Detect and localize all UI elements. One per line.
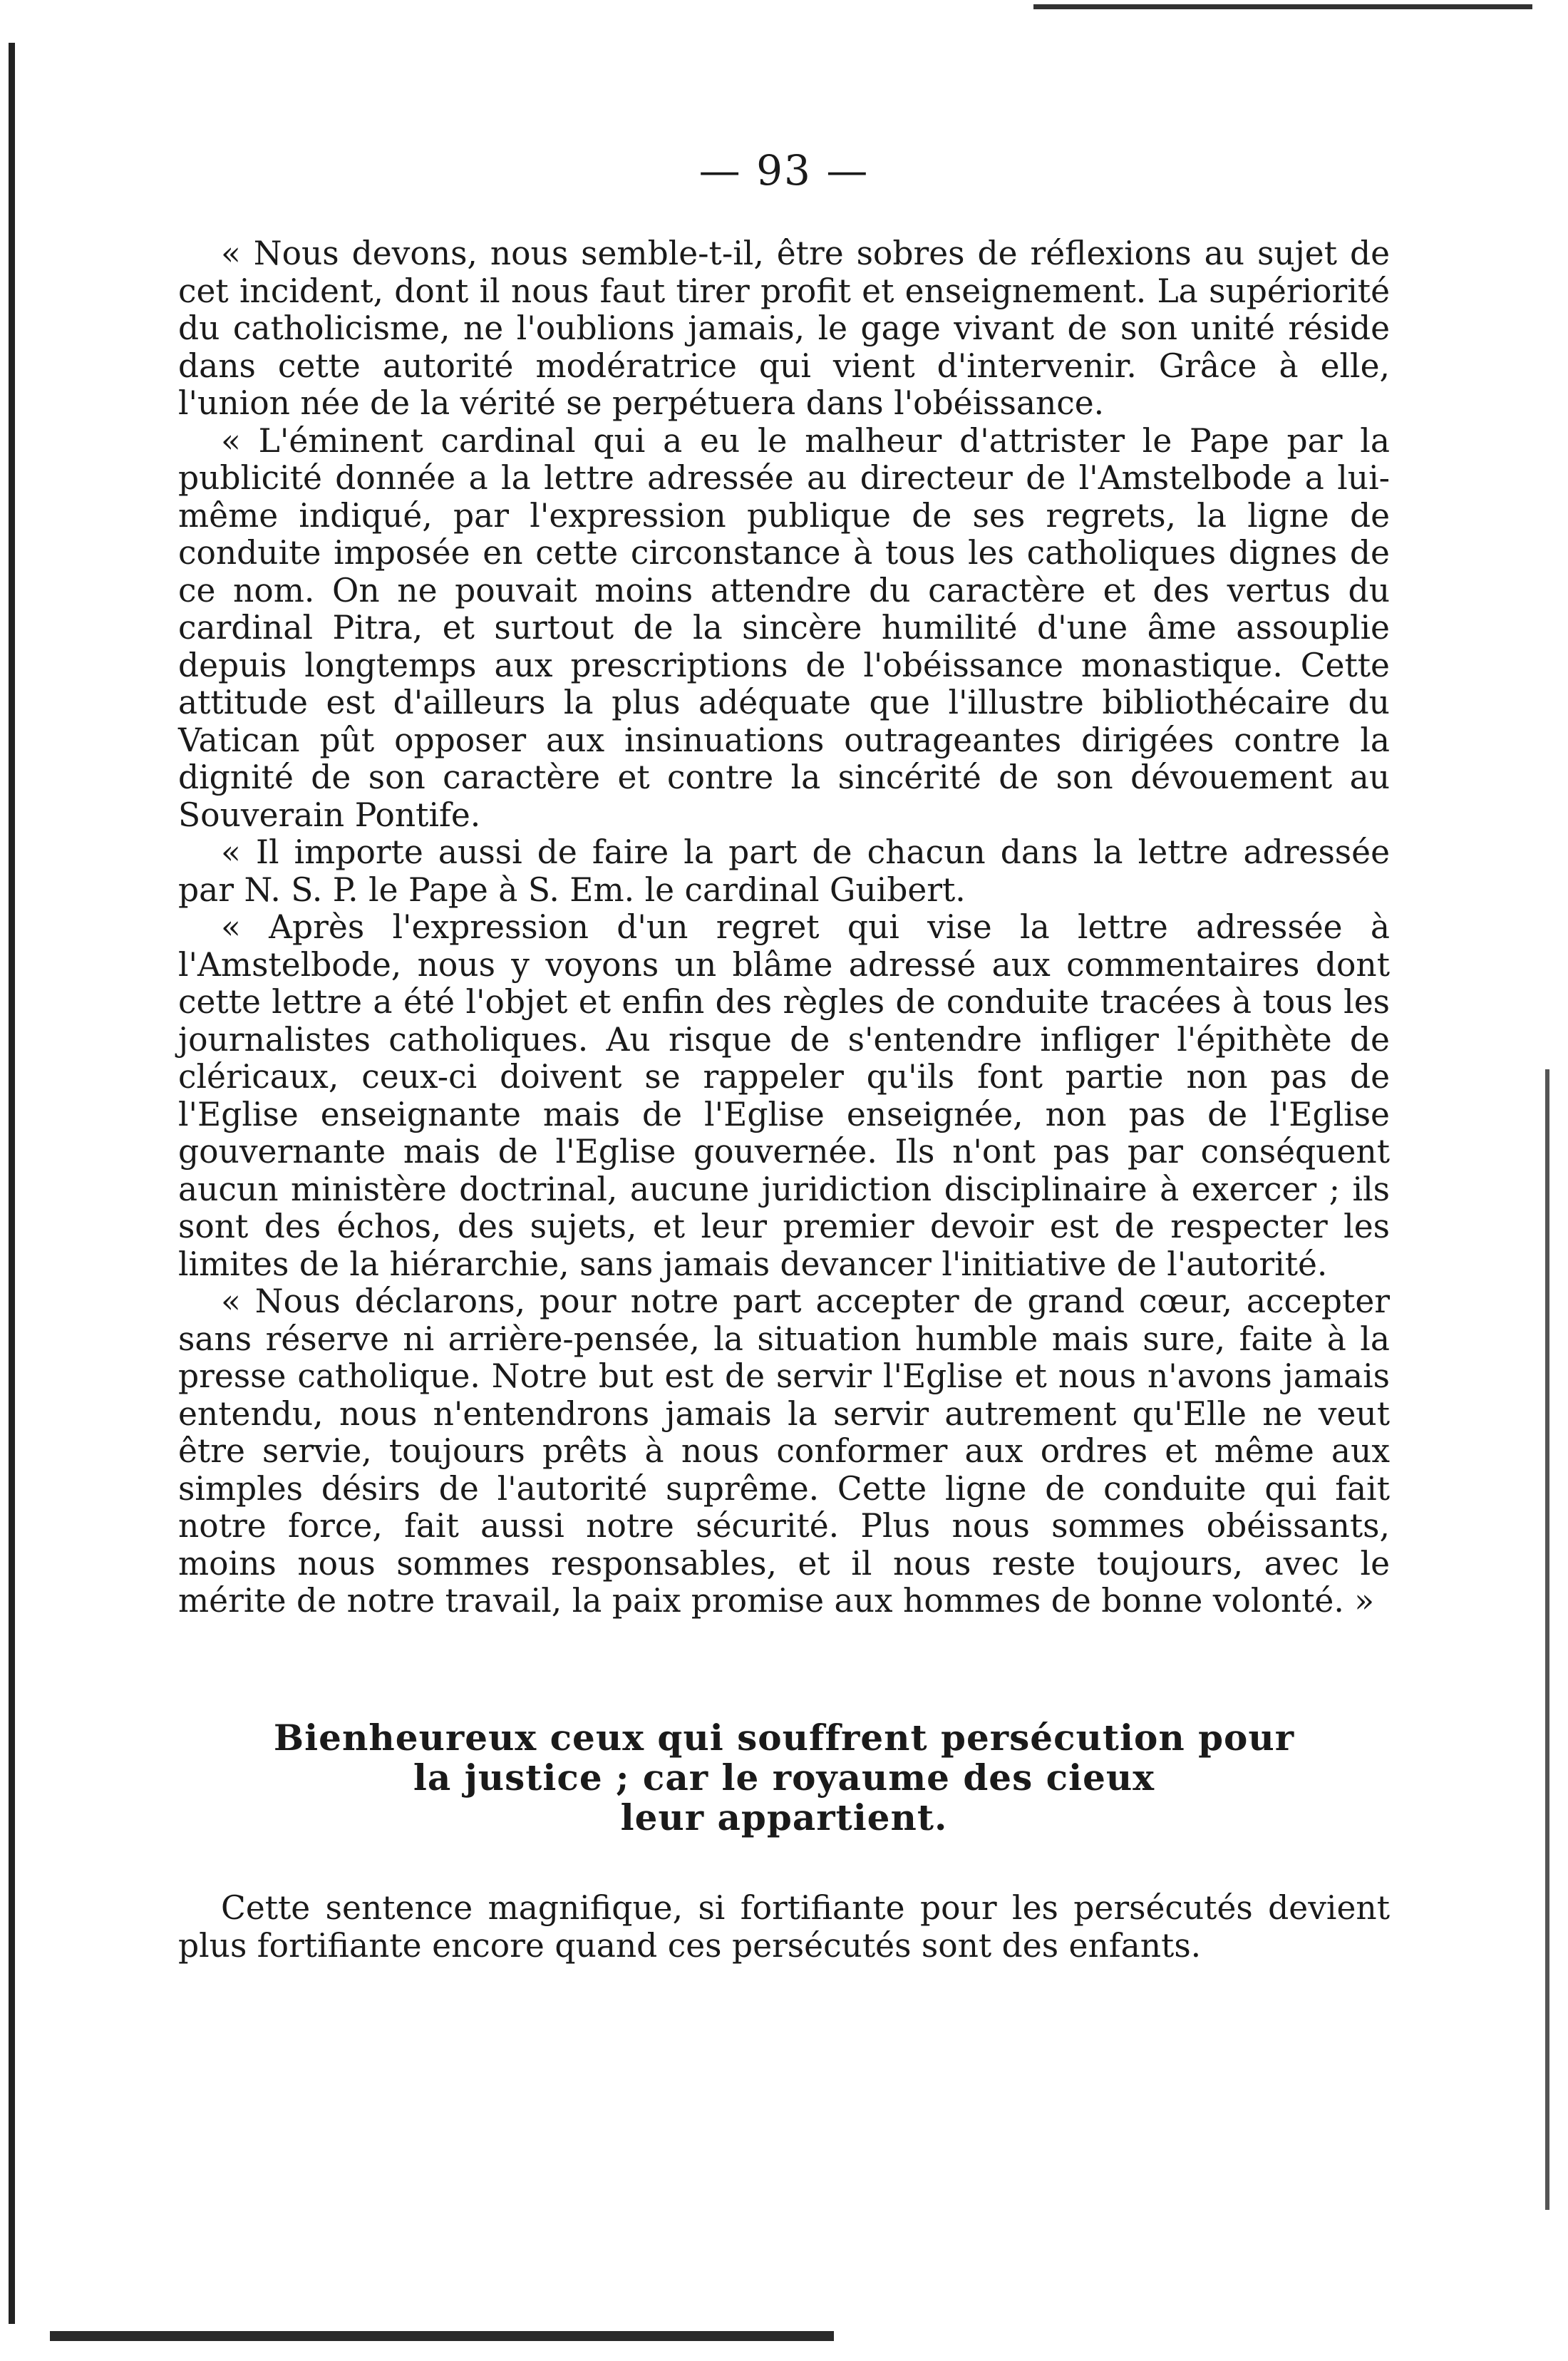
paragraph-3: « Il importe aussi de faire la part de chacun dans la lettre adressée par N. S. P. le Pape à S. Em. le cardinal Guibert.: [178, 833, 1390, 909]
scan-edge-right: [1545, 1069, 1549, 2210]
section-heading-line-1: Bienheureux ceux qui souffrent persécution pour: [273, 1717, 1295, 1759]
paragraph-5: « Nous déclarons, pour notre part accepter de grand cœur, accepter sans réserve ni arrière-pensée, la situation humble mais sure, faite à la presse catholique. Notre but est de servir l'Eglise et nous n'avons jamais entendu, nous n'entendrons jamais la servir autrement qu'Elle ne veut être servie, toujours prêts à nous conformer aux ordres et même aux simples désirs de l'autorité suprême. Cette ligne de conduite qui fait notre force, fait aussi notre sécurité. Plus nous sommes obéissants, moins nous sommes responsables, et il nous reste toujours, avec le mérite de notre travail, la paix promise aux hommes de bonne volonté. »: [178, 1282, 1390, 1620]
section-heading: [171, 1718, 1397, 1838]
scan-edge-top: [1033, 4, 1532, 9]
paragraph-2: « L'éminent cardinal qui a eu le malheur d'attrister le Pape par la publicité donnée a la lettre adressée au directeur de l'Amstelbode a lui-même indiqué, par l'expression publique de ses regrets, la ligne de conduite imposée en cette circonstance à tous les catholiques dignes de ce nom. On ne pouvait moins attendre du caractère et des vertus du cardinal Pitra, et surtout de la sincère humilité d'une âme assouplie depuis longtemps aux prescriptions de l'obéissance monastique. Cette attitude est d'ailleurs la plus adéquate que l'illustre bibliothécaire du Vatican pût opposer aux insinuations outrageantes dirigées contre la dignité de son caractère et contre la sincérité de son dévouement au Souverain Pontife.: [178, 421, 1390, 834]
scan-edge-left: [9, 43, 15, 2324]
section-heading-line-2: la justice ; car le royaume des cieux: [413, 1756, 1155, 1799]
paragraph-1: « Nous devons, nous semble-t-il, être sobres de réflexions au sujet de cet incident, dont il nous faut tirer profit et enseignement. La supériorité du catholicisme, ne l'oublions jamais, le gage vivant de son unité réside dans cette autorité modératrice qui vient d'intervenir. Grâce à elle, l'union née de la vérité se perpétuera dans l'obéissance.: [178, 235, 1390, 422]
section-heading-line-3: leur appartient.: [620, 1796, 948, 1838]
section-text: [178, 1889, 1390, 1965]
scan-edge-bottom: [50, 2331, 834, 2341]
body-text: [178, 235, 1390, 1620]
section-paragraph: Cette sentence magnifique, si fortifiante pour les persécutés devient plus fortifiante encore quand ces persécutés sont des enfants.: [178, 1889, 1390, 1965]
paragraph-4: « Après l'expression d'un regret qui vise la lettre adressée à l'Amstelbode, nous y voyons un blâme adressé aux commentaires dont cette lettre a été l'objet et enfin des règles de conduite tracées à tous les journalistes catholiques. Au risque de s'entendre infliger l'épithète de cléricaux, ceux-ci doivent se rappeler qu'ils font partie non pas de l'Eglise enseignante mais de l'Eglise enseignée, non pas de l'Eglise gouvernante mais de l'Eglise gouvernée. Ils n'ont pas par conséquent aucun ministère doctrinal, aucune juridiction disciplinaire à exercer ; ils sont des échos, des sujets, et leur premier devoir est de respecter les limites de la hiérarchie, sans jamais devancer l'initiative de l'autorité.: [178, 908, 1390, 1283]
page-number: — 93 —: [698, 146, 870, 195]
